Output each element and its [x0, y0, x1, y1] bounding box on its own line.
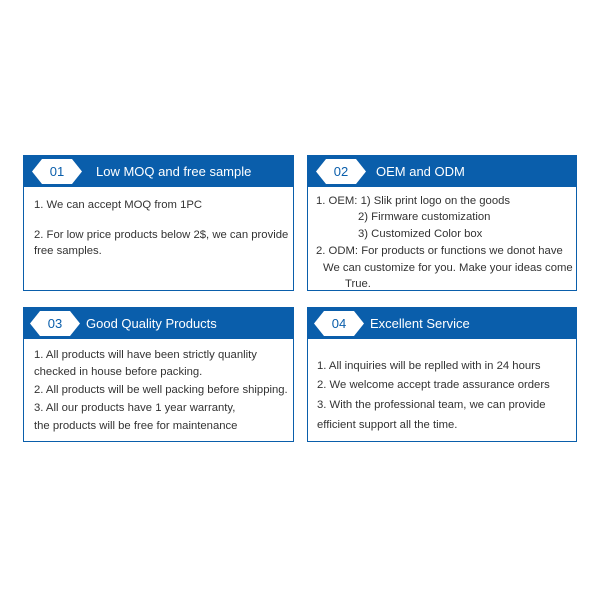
- card-title: OEM and ODM: [376, 164, 465, 179]
- number-badge: [32, 159, 82, 184]
- card-line: 1. OEM: 1) Slik print logo on the goods: [316, 195, 511, 207]
- card-header: [24, 156, 293, 187]
- feature-card-excellent-service: [307, 307, 577, 442]
- card-number: 03: [47, 316, 63, 331]
- card-number: 04: [331, 316, 347, 331]
- card-header: [308, 156, 576, 187]
- card-line: 1. All inquiries will be replled with in 24 hours: [317, 360, 541, 372]
- card-line: 2. ODM: For products or functions we donot have: [316, 245, 563, 257]
- card-title: Low MOQ and free sample: [96, 164, 252, 179]
- card-header: [24, 308, 293, 339]
- card-line: free samples.: [34, 245, 102, 257]
- card-number: 02: [333, 164, 349, 179]
- number-badge: [314, 311, 364, 336]
- feature-card-low-moq: [23, 155, 294, 291]
- card-title: Good Quality Products: [86, 316, 217, 331]
- card-line: 2. All products will be well packing before shipping.: [34, 384, 288, 396]
- card-line: 3) Customized Color box: [358, 228, 483, 240]
- card-line: 1. We can accept MOQ from 1PC: [34, 199, 203, 211]
- card-number: 01: [49, 164, 65, 179]
- feature-card-oem-odm: [307, 155, 577, 291]
- number-badge: [316, 159, 366, 184]
- feature-card-good-quality: [23, 307, 294, 442]
- card-title: Excellent Service: [370, 316, 470, 331]
- card-line: 1. All products will have been strictly quanlity: [34, 349, 257, 361]
- card-line: 2. We welcome accept trade assurance orders: [317, 379, 550, 391]
- card-line: efficient support all the time.: [317, 419, 458, 431]
- card-header: [308, 308, 576, 339]
- card-line: 3. All our products have 1 year warranty,: [34, 402, 236, 414]
- card-line: the products will be free for maintenance: [34, 420, 238, 432]
- card-line: 2. For low price products below 2$, we can provide: [34, 229, 289, 241]
- card-line: 2) Firmware customization: [358, 211, 491, 223]
- card-line: 3. With the professional team, we can provide: [317, 399, 546, 411]
- card-line: We can customize for you. Make your ideas come: [323, 262, 573, 274]
- number-badge: [30, 311, 80, 336]
- card-line: True.: [345, 278, 371, 290]
- card-line: checked in house before packing.: [34, 366, 203, 378]
